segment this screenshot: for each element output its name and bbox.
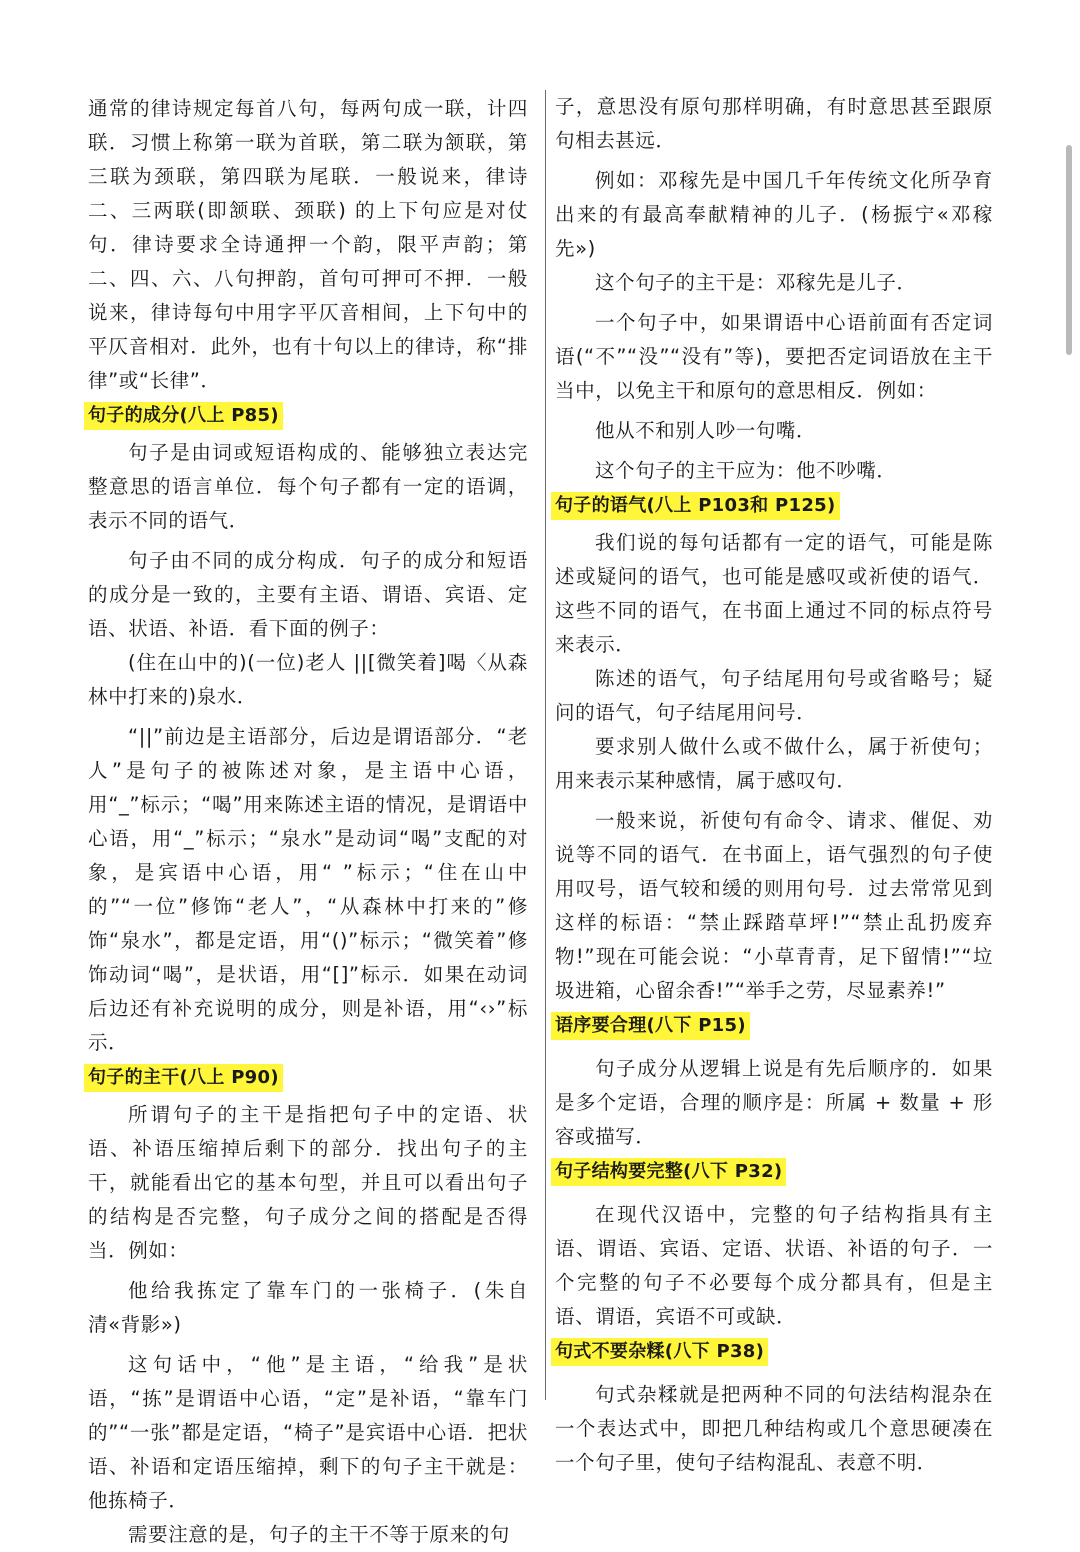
scrollbar[interactable] — [1066, 145, 1072, 355]
paragraph: 需要注意的是，句子的主干不等于原来的句 — [128, 1523, 510, 1546]
paragraph: 通常的律诗规定每首八句，每两句成一联，计四联．习惯上称第一联为首联，第二联为颔联，第三联为颈联，第四联为尾联．一般说来，律诗二、三两联(即颔联、颈联) 的上下句应是对仗句．律诗要求全诗通押一个韵，限平声韵；第二、四、六、八句押韵，首句可押可不押．一般说来，律诗每句中用字平仄音相间，上下句中的平仄音相对．此外，也有十句以上的律诗，称“排律”或“长律”． — [88, 97, 528, 392]
section-heading: 语序要合理(八下 P15) — [551, 1012, 750, 1040]
example-sentence: (住在山中的)(一位)老人 ||[微笑着]喝〈从森林中打来的)泉水． — [88, 651, 528, 708]
section-heading: 句子结构要完整(八下 P32) — [551, 1158, 786, 1186]
paragraph: 一个句子中，如果谓语中心语前面有否定词语(“不”“没”“没有”等)，要把否定词语放在主干当中，以免主干和原句的意思相反．例如： — [555, 311, 993, 402]
section-heading: 句子的语气(八上 P103和 P125) — [551, 492, 840, 520]
paragraph: 这个句子的主干是：邓稼先是儿子． — [595, 271, 917, 294]
paragraph: 所谓句子的主干是指把句子中的定语、状语、补语压缩掉后剩下的部分．找出句子的主干，就能看出它的基本句型，并且可以看出句子的结构是否完整，句子成分之间的搭配是否得当．例如： — [88, 1103, 528, 1262]
left-column — [88, 92, 528, 1552]
paragraph: 句子是由词或短语构成的、能够独立表达完整意思的语言单位．每个句子都有一定的语调，表示不同的语气． — [88, 441, 528, 532]
right-column — [555, 90, 993, 1480]
paragraph: 句子成分从逻辑上说是有先后顺序的．如果是多个定语，合理的顺序是：所属 + 数量 + 形容或描写． — [555, 1057, 993, 1148]
paragraph: 句子由不同的成分构成．句子的成分和短语的成分是一致的，主要有主语、谓语、宾语、定语、状语、补语．看下面的例子： — [88, 549, 528, 640]
section-heading: 句子的成分(八上 P85) — [84, 402, 283, 430]
paragraph: 句式杂糅就是把两种不同的句法结构混杂在一个表达式中，即把几种结构或几个意思硬凑在一个句子里，使句子结构混乱、表意不明． — [555, 1383, 993, 1474]
paragraph: 这句话中，“他”是主语，“给我”是状语，“拣”是谓语中心语，“定”是补语，“靠车门的”“一张”都是定语，“椅子”是宾语中心语．把状语、补语和定语压缩掉，剩下的句子主干就是：他拣椅子． — [88, 1353, 528, 1512]
example-sentence: 例如：邓稼先是中国几千年传统文化所孕育出来的有最高奉献精神的儿子．(杨振宁«邓稼先») — [555, 169, 993, 260]
paragraph: 我们说的每句话都有一定的语气，可能是陈述或疑问的语气，也可能是感叹或祈使的语气．这些不同的语气，在书面上通过不同的标点符号来表示． — [555, 531, 993, 656]
example-sentence: 他给我拣定了靠车门的一张椅子．(朱自清«背影») — [88, 1279, 528, 1336]
paragraph: 陈述的语气，句子结尾用句号或省略号；疑问的语气，句子结尾用问号． — [555, 667, 993, 724]
column-divider — [545, 90, 546, 1400]
paragraph: “||”前边是主语部分，后边是谓语部分．“老人”是句子的被陈述对象，是主语中心语，用“_”标示；“喝”用来陈述主语的情况，是谓语中心语，用“_”标示；“泉水”是动词“喝”支配的对象，是宾语中心语，用“ ”标示；“住在山中的”“一位”修饰“老人”，“从森林中打来的”修饰“泉水”，都是定语，用“()”标示；“微笑着”修饰动词“喝”，是状语，用“[]”标示．如果在动词后边还有补充说明的成分，则是补语，用“‹›”标示． — [88, 725, 528, 1054]
section-heading: 句式不要杂糅(八下 P38) — [551, 1338, 768, 1366]
paragraph: 这个句子的主干应为：他不吵嘴． — [595, 459, 897, 482]
paragraph: 子，意思没有原句那样明确，有时意思甚至跟原句相去甚远． — [555, 95, 993, 152]
section-heading: 句子的主干(八上 P90) — [84, 1064, 283, 1092]
example-sentence: 他从不和别人吵一句嘴． — [595, 419, 817, 442]
paragraph: 要求别人做什么或不做什么，属于祈使句；用来表示某种感情，属于感叹句． — [555, 735, 993, 792]
paragraph: 一般来说，祈使句有命令、请求、催促、劝说等不同的语气．在书面上，语气强烈的句子使用叹号，语气较和缓的则用句号．过去常常见到这样的标语：“禁止踩踏草坪!”“禁止乱扔废弃物!”现在可能会说：“小草青青，足下留情!”“垃圾进箱，心留余香!”“举手之劳，尽显素养!” — [555, 809, 993, 1002]
paragraph: 在现代汉语中，完整的句子结构指具有主语、谓语、宾语、定语、状语、补语的句子．一个完整的句子不必要每个成分都具有，但是主语、谓语，宾语不可或缺． — [555, 1203, 993, 1328]
